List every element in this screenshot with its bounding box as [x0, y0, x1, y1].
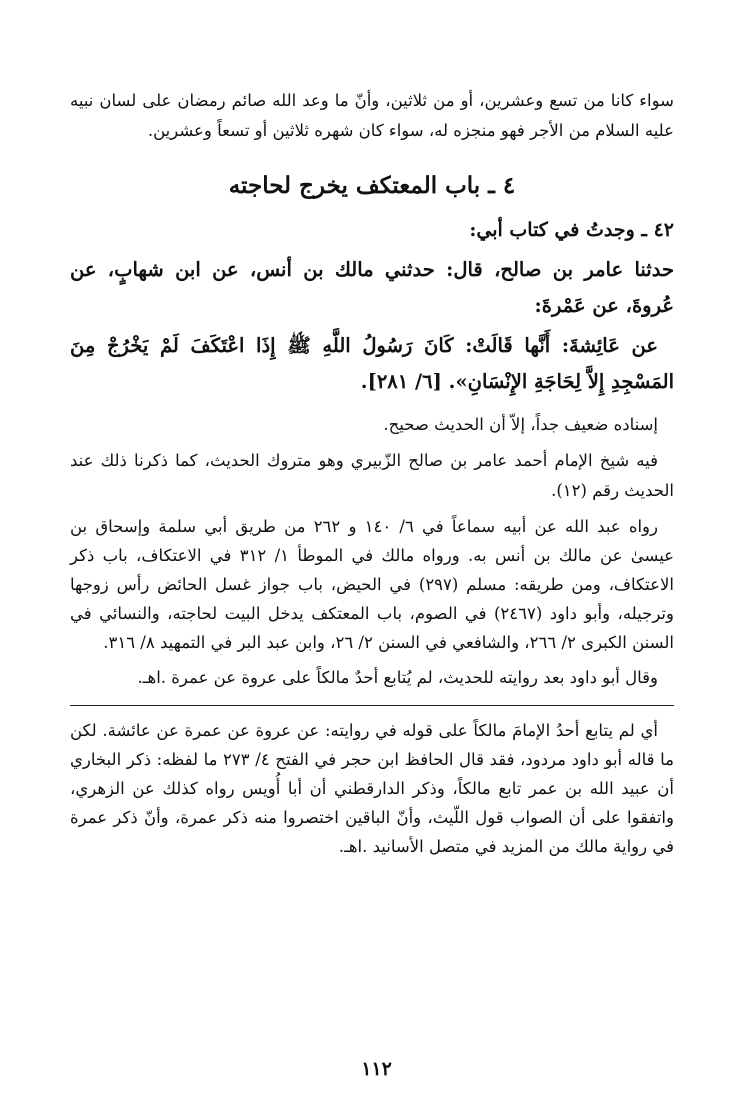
matn-text: عن عَائِشةَ: أَنَّها قَالَتْ: كَانَ رَسُولُ اللَّهِ ﷺ إِذَا اعْتَكَفَ لَمْ يَخْرُجْ مِنَ المَسْجِدِ إِلاَّ لِحَاجَةِ الإِنْسَانِ». [٦/ ٢٨١]. — [70, 334, 674, 393]
top-paragraph: سواء كانا من تسع وعشرين، أو من ثلاثين، وأنّ ما وعد الله صائم رمضان على لسان نبيه عليه السلام من الأجر فهو منجزه له، سواء كان شهره ثلاثين أو تسعاً وعشرين. — [70, 91, 674, 140]
commentary-paragraph: إسناده ضعيف جداً، إلاّ أن الحديث صحيح. — [383, 415, 658, 434]
commentary-paragraph: فيه شيخ الإمام أحمد عامر بن صالح الزّبيري وهو متروك الحديث، كما ذكرنا ذلك عند الحديث رقم (١٢). — [70, 451, 674, 500]
chapter-title: ٤ ـ باب المعتكف يخرج لحاجته — [228, 172, 516, 199]
page-body — [70, 86, 674, 861]
divider — [70, 705, 674, 706]
commentary-paragraph: أي لم يتابع أحدُ الإمامَ مالكاً على قوله في روايته: عن عروة عن عمرة عن عائشة. لكن ما قاله أبو داود مردود، فقد قال الحافظ ابن حجر في الفتح ٤/ ٢٧٣ ما لفظه: ذكر البخاري أن عبيد الله بن عمر تابع مالكاً، وذكر الدارقطني أن أبا أُويس رواه كذلك عن الزهري، واتفقوا على أن الصواب قول اللّيث، وأنّ الباقين اختصروا منه ذكر عمرة، وأنّ ذكر عمرة في رواية مالك من المزيد في متصل الأسانيد .اهـ. — [70, 721, 674, 856]
commentary-paragraph: رواه عبد الله عن أبيه سماعاً في ٦/ ١٤٠ و ٢٦٢ من طريق أبي سلمة وإسحاق بن عيسىٰ عن مالك بن أنس به. ورواه مالك في الموطأ ١/ ٣١٢ في الاعتكاف، باب ذكر الاعتكاف، ومن طريقه: مسلم (٢٩٧) في الحيض، باب جواز غسل الحائض رأس زوجها وترجيله، وأبو داود (٢٤٦٧) في الصوم، باب المعتكف يدخل البيت لحاجته، والنسائي في السنن الكبرى ٢/ ٢٦٦، والشافعي في السنن ٢/ ٢٦، وابن عبد البر في التمهيد ٨/ ٣١٦. — [70, 517, 675, 652]
hadith-number-line: ٤٢ ـ وجدتُ في كتاب أبي: — [469, 219, 674, 241]
isnad-text: حدثنا عامر بن صالح، قال: حدثني مالك بن أنس، عن ابن شهابٍ، عن عُروةَ، عن عَمْرةَ: — [70, 258, 674, 317]
page-number: ١١٢ — [361, 1058, 392, 1080]
commentary-paragraph: وقال أبو داود بعد روايته للحديث، لم يُتابع أحدٌ مالكاً على عروة عن عمرة .اهـ. — [137, 668, 658, 687]
